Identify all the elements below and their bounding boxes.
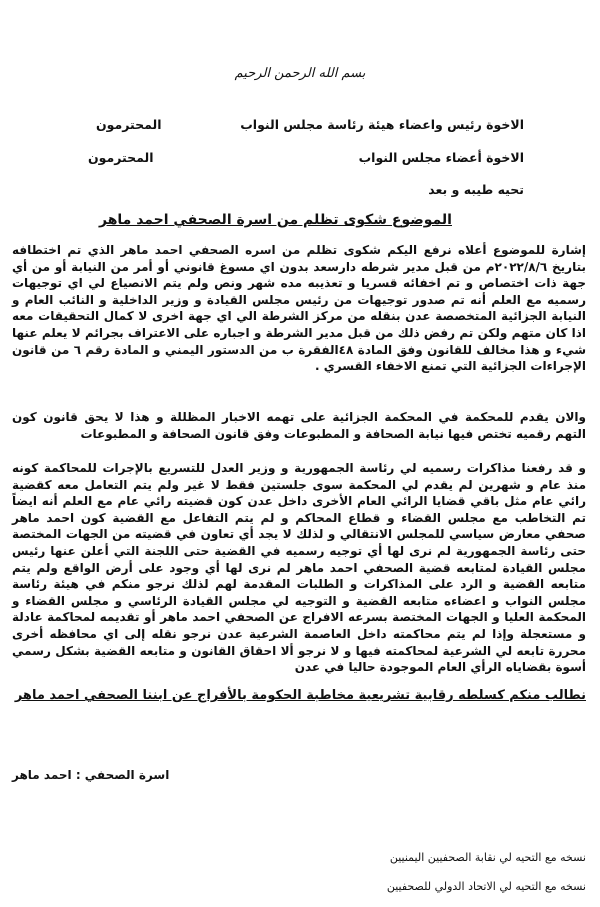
greeting: تحيه طيبه و بعد — [428, 182, 524, 197]
paragraph-3: و قد رفعنا مذاكرات رسميه لي رئاسة الجمهورية و وزير العدل للتسريع بالإجرات للمحاكمة كونه منذ عام و شهرين لم يقدم لي المحكمة سوى جلستين فقط لا غير ولم يتم التعامل معه كقضية رائي عام مثل باقي قضايا الرائي العام الأخرى داخل عدن كون قضيته رائي عام مع العلم أنه ايضاً تم التخاطب مع مجلس القضاء و قطاع المحاكم و لم يتم التفاعل مع القضية كون احمد ماهر صحفي معارض سياسي للمجلس الانتقالي و لذلك لا يجد أي تعاون في قضيته من الجهات المختصة حتى رئاسة الجمهورية لم نرى لها أي توجيه رسميه في القضية حتى اللجنة التي أعلن عنها رئيس مجلس القيادة لمتابعه قضية الصحفي احمد ماهر لم نرى لها أي وجود على أرض الواقع ولم يتم متابعه القضية و الرد على المذاكرات و الطلبات المقدمة لهم لذلك نرجو منكم في هيئة رئاسة مجلس النواب و اعضاءه متابعه القضية و التوجيه لي مجلس القيادة الرئاسي و مجلس القضاء و المحكمة العليا و الجهات المختصة بسرعه الافراج عن الصحفي احمد ماهر أو تقديمه لمحاكمة عادلة و مستعجلة وإذا لم يتم محاكمته داخل العاصمة الشرعية عدن نرجو نقله إلى اي محافظه أخرى محررة تابعه لي الشرعية لمحاكمته فيها و لا نرجو ألا احقاق القانون و متابعه القضية بشكل رسمي أسوة بقضاياه الرأي العام الموجودة حاليا في عدن — [12, 461, 586, 675]
copy-line-2: نسخه مع التحيه لي الاتحاد الدولي للصحفيين — [386, 880, 586, 893]
addressee-line-2: الاخوة أعضاء مجلس النواب — [358, 150, 524, 165]
basmala: بسم الله الرحمن الرحيم — [234, 66, 366, 81]
paragraph-2: والان يقدم للمحكمة في المحكمة الجزائية على تهمه الاخبار المظللة و هذا لا يحق قانون كون التهم رقميه تختص فيها نيابة الصحافة و المطبوعات وفق قانون الصحافة و المطبوعات — [12, 410, 586, 441]
paragraph-1: إشارة للموضوع أعلاه نرفع اليكم شكوى تظلم من اسره الصحفي احمد ماهر الذي تم اختطافه بتاريخ ٢٠٢٢/٨/٦م من قبل مدير شرطه دارسعد بدون اي مسوغ قانوني أو أمر من النيابة أو من أي جهة ذات اختصاص و تم اخفائه قسريا و تعذيبه مده شهر ونص ولم يتم الانصياع لي اي توجيهات رسميه مع العلم أنه تم صدور توجيهات من رئيس مجلس القيادة و وزير الداخلية و النائب العام و النيابة الجزائية المتخصصة عدن بنقله من مركز الشرطة الي اي جهة اخرى لا كمال التحقيقات معه اذا كان متهم ولكن تم رفض ذلك من قبل مدير الشرطة و اجباره على الاعتراف بجرائم لا يعلم عنها شيء و هذا مخالف للقانون وفق المادة ٤٨الفقرة ب من الدستور اليمني و المادة رقم ٦ من قانون الإجراءات الجزائية التي تمنع الاخفاء القسري . — [12, 243, 587, 374]
addressee-line-1: الاخوة رئيس واعضاء هيئة رئاسة مجلس النواب — [240, 117, 524, 132]
demand-statement: نطالب منكم كسلطه رقابية تشريعية مخاطبة الحكومة بالأفراج عن ابننا الصحفي احمد ماهر — [14, 688, 586, 703]
signature: اسرة الصحفي : احمد ماهر — [12, 768, 170, 782]
honorific-1: المحترمون — [96, 117, 162, 132]
subject-title: الموضوع شكوى تظلم من اسرة الصحفي احمد ماهر — [98, 212, 452, 228]
copy-line-1: نسخه مع التحيه لي نقابة الصحفيين اليمنيين — [389, 851, 586, 864]
honorific-2: المحترمون — [88, 150, 154, 165]
